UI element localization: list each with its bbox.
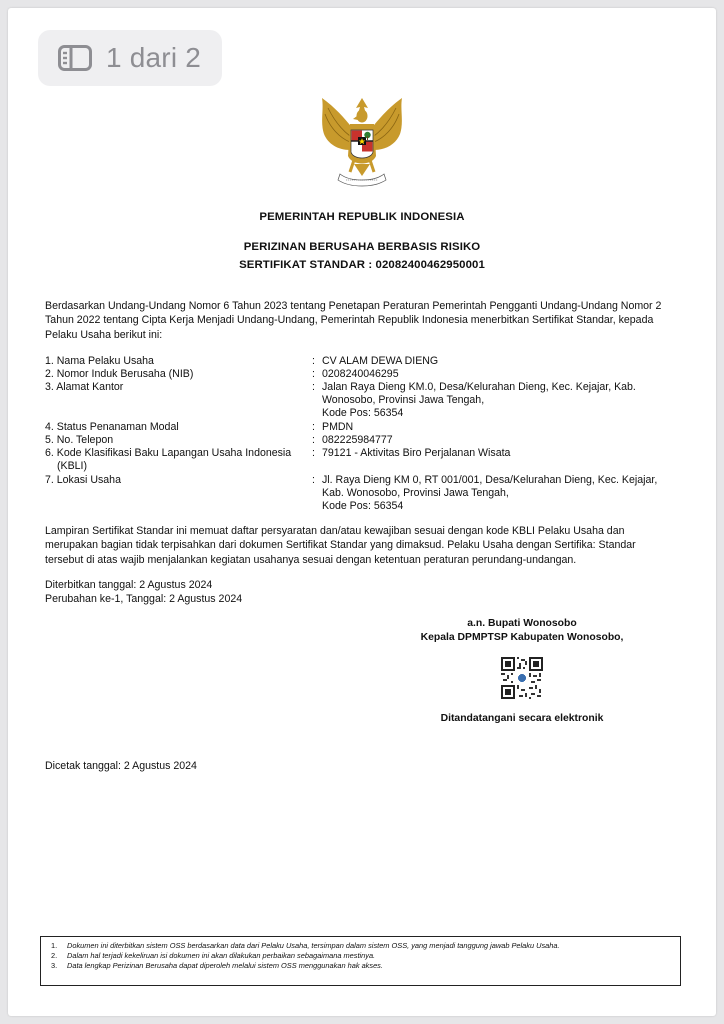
- field-label-nib: 2. Nomor Induk Berusaha (NIB): [45, 368, 194, 380]
- kbli-label-line: (KBLI): [57, 460, 88, 473]
- signature-on-behalf: a.n. Bupati Wonosobo: [467, 618, 577, 629]
- footnote-text: Dalam hal terjadi kekeliruan isi dokumen ini akan dilakukan perbaikan sebagaimana mestinya.: [67, 951, 376, 961]
- footnote-item: [51, 941, 672, 951]
- field-value-office-address: [322, 381, 677, 421]
- attachment-line: tersebut di atas wajib menjalankan kegiatan usahanya sesuai dengan ketentuan peraturan perundang-undangan.: [45, 553, 577, 566]
- qr-code: [501, 657, 543, 699]
- intro-paragraph: [45, 299, 682, 342]
- intro-line: Berdasarkan Undang-Undang Nomor 6 Tahun 2023 tentang Penetapan Peraturan Pemerintah Pengganti Undang-Undang Nomor 2: [45, 300, 662, 312]
- footnote-item: [51, 961, 672, 971]
- field-value-kbli: 79121 - Aktivitas Biro Perjalanan Wisata: [322, 447, 511, 459]
- sidebar-pages-icon: [58, 45, 92, 71]
- field-colon: :: [312, 447, 315, 459]
- address-line: Wonosobo, Provinsi Jawa Tengah,: [322, 394, 485, 407]
- address-line: Kode Pos: 56354: [322, 407, 404, 420]
- field-colon: :: [312, 355, 315, 367]
- field-label-phone: 5. No. Telepon: [45, 434, 114, 446]
- signature-position: Kepala DPMPTSP Kabupaten Wonosobo,: [420, 632, 624, 643]
- field-label-investment-status: 4. Status Penanaman Modal: [45, 421, 179, 433]
- field-colon: :: [312, 434, 315, 446]
- intro-line: Pelaku Usaha berikut ini:: [45, 328, 163, 341]
- field-label-business-name: 1. Nama Pelaku Usaha: [45, 355, 154, 367]
- footnote-item: [51, 951, 672, 961]
- kbli-label-line: 6. Kode Klasifikasi Baku Lapangan Usaha Indonesia: [45, 447, 292, 459]
- field-colon: :: [312, 421, 315, 433]
- field-value-investment-status: PMDN: [322, 421, 354, 433]
- field-label-business-location: 7. Lokasi Usaha: [45, 474, 121, 486]
- location-line: Jl. Raya Dieng KM 0, RT 001/001, Desa/Kelurahan Dieng, Kec. Kejajar,: [322, 474, 658, 486]
- page-indicator-label: 1 dari 2: [106, 42, 201, 73]
- field-value-business-name: CV ALAM DEWA DIENG: [322, 355, 439, 367]
- field-value-nib: 0208240046295: [322, 368, 399, 380]
- field-label-office-address: 3. Alamat Kantor: [45, 381, 124, 393]
- attachment-paragraph: [45, 524, 682, 567]
- footnote-text: Data lengkap Perizinan Berusaha dapat diperoleh melalui sistem OSS menggunakan hak akses.: [67, 961, 383, 971]
- electronic-signature-note: Ditandatangani secara elektronik: [440, 713, 604, 724]
- field-value-phone: 082225984777: [322, 434, 393, 446]
- footnote-number: 2.: [51, 951, 58, 961]
- printed-date: Dicetak tanggal: 2 Agustus 2024: [45, 760, 197, 772]
- revision-date: Perubahan ke-1, Tanggal: 2 Agustus 2024: [45, 593, 243, 605]
- footnote-number: 3.: [51, 961, 58, 971]
- intro-line: Tahun 2022 tentang Cipta Kerja Menjadi Undang-Undang, Pemerintah Republik Indonesia menerbitkan Sertifikat Standar, kepada: [45, 314, 654, 327]
- attachment-line: merupakan bagian tidak terpisahkan dari dokumen Sertifikat Standar yang dimaksud. Pelaku Usaha dengan Sertifika: Standar: [45, 539, 636, 552]
- page-indicator-button[interactable]: [38, 30, 222, 86]
- field-colon: :: [312, 368, 315, 380]
- location-line: Kode Pos: 56354: [322, 500, 404, 513]
- attachment-line: Lampiran Sertifikat Standar ini memuat daftar persyaratan dan/atau kewajiban sesuai dengan kode KBLI Pelaku Usaha dan: [45, 525, 625, 537]
- government-heading: PEMERINTAH REPUBLIK INDONESIA: [259, 211, 465, 223]
- certificate-number: SERTIFIKAT STANDAR : 02082400462950001: [239, 259, 485, 271]
- field-value-business-location: [322, 474, 677, 514]
- license-title: PERIZINAN BERUSAHA BERBASIS RISIKO: [243, 241, 481, 253]
- field-colon: :: [312, 381, 315, 393]
- footnote-text: Dokumen ini diterbitkan sistem OSS berdasarkan data dari Pelaku Usaha, tersimpan dalam sistem OSS, yang menjadi tanggung jawab Pelaku Usaha.: [67, 941, 560, 950]
- location-line: Kab. Wonosobo, Provinsi Jawa Tengah,: [322, 487, 509, 500]
- field-label-kbli: [45, 447, 305, 473]
- footnote-number: 1.: [51, 941, 58, 950]
- garuda-pancasila-emblem: [316, 94, 408, 194]
- issued-date: Diterbitkan tanggal: 2 Agustus 2024: [45, 579, 213, 591]
- address-line: Jalan Raya Dieng KM.0, Desa/Kelurahan Dieng, Kec. Kejajar, Kab.: [322, 381, 636, 393]
- field-colon: :: [312, 474, 315, 486]
- footnotes-box: [40, 936, 681, 986]
